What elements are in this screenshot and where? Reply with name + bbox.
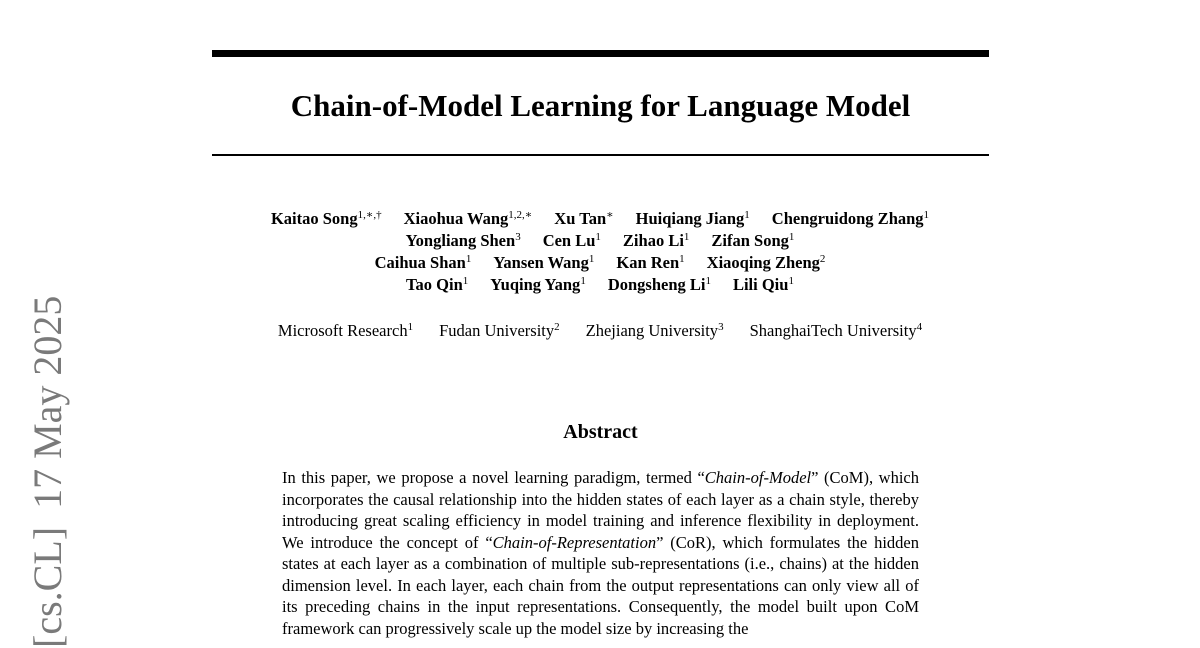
author-affiliation-mark: 1 <box>744 209 750 221</box>
author <box>490 274 586 296</box>
affiliation <box>439 320 560 342</box>
affiliation <box>278 320 413 342</box>
affiliation-mark: 2 <box>554 321 560 333</box>
author-name: Xiaoqing Zheng <box>706 253 820 272</box>
author-name: Xu Tan <box>554 209 607 228</box>
author-name: Zifan Song <box>711 231 789 250</box>
author-name: Kaitao Song <box>270 209 358 228</box>
author <box>608 274 711 296</box>
author-affiliation-mark: ∗ <box>606 209 614 221</box>
affiliation-name: Fudan University <box>439 321 555 340</box>
author-block <box>200 208 1000 296</box>
author <box>375 252 472 274</box>
author <box>493 252 594 274</box>
arxiv-date: 17 May 2025 <box>25 295 70 509</box>
author-name: Yuqing Yang <box>490 275 581 294</box>
author-name: Cen Lu <box>542 231 596 250</box>
author <box>623 230 689 252</box>
author-name: Huiqiang Jiang <box>635 209 745 228</box>
affiliation-name: ShanghaiTech University <box>749 321 917 340</box>
author <box>707 252 826 274</box>
abstract-text: ” (CoR), which formulates the hidden states at each layer as a combination of multiple sub-representations (i.e., chains) at the hidden dimension level. In each layer, each chain from the output representations can only view all of its preceding chains in the input representations. Consequently, the model built upon CoM framework can progressively scale up the model size by increasing the <box>282 532 919 638</box>
author-affiliation-mark: 1 <box>679 253 685 265</box>
author <box>554 208 613 230</box>
author <box>616 252 684 274</box>
author-affiliation-mark: 1 <box>788 275 794 287</box>
author-affiliation-mark: 1 <box>588 253 595 265</box>
affiliation-mark: 3 <box>718 321 724 333</box>
paper-title: Chain-of-Model Learning for Language Model <box>290 88 911 123</box>
author-affiliation-mark: 1 <box>683 231 690 243</box>
author-affiliation-mark: 1 <box>705 275 711 287</box>
author-affiliation-mark: 1 <box>465 253 472 265</box>
affiliation-mark: 4 <box>916 321 923 333</box>
abstract-text: In this paper, we propose a novel learning paradigm, termed “ <box>282 468 705 487</box>
author-affiliation-mark: 1 <box>462 275 469 287</box>
title-bottom-rule <box>212 154 989 156</box>
affiliation <box>586 320 724 342</box>
title-top-rule <box>212 50 989 57</box>
author-name: Caihua Shan <box>374 253 466 272</box>
author <box>271 208 382 230</box>
author <box>636 208 750 230</box>
author-name: Kan Ren <box>616 253 680 272</box>
abstract-heading: Abstract <box>563 421 638 443</box>
abstract-term: Chain-of-Representation <box>492 532 657 552</box>
affiliation-name: Microsoft Research <box>277 321 408 340</box>
author-name: Dongsheng Li <box>607 275 706 294</box>
author-affiliation-mark: 1 <box>580 275 586 287</box>
author-name: Yansen Wang <box>493 253 589 272</box>
author <box>772 208 929 230</box>
author <box>406 230 521 252</box>
author-row <box>200 274 1000 296</box>
author <box>404 208 533 230</box>
arxiv-side-stamp <box>26 296 70 648</box>
author-name: Chengruidong Zhang <box>771 209 924 228</box>
author-name: Zihao Li <box>622 231 684 250</box>
author-row <box>200 252 1000 274</box>
author-name: Lili Qiu <box>732 275 789 294</box>
affiliation-line <box>200 320 1000 342</box>
author-row <box>200 230 1000 252</box>
arxiv-category: [cs.CL] <box>25 526 70 648</box>
author-row <box>200 208 1000 230</box>
author <box>406 274 468 296</box>
abstract-body <box>282 467 919 639</box>
author-name: Yongliang Shen <box>405 231 516 250</box>
author-affiliation-mark: 1,∗,† <box>357 209 382 221</box>
author-affiliation-mark: 2 <box>819 253 826 265</box>
affiliation-name: Zhejiang University <box>585 321 719 340</box>
author-affiliation-mark: 1 <box>595 231 601 243</box>
abstract-term: Chain-of-Model <box>704 468 812 487</box>
author <box>543 230 601 252</box>
author-affiliation-mark: 1 <box>923 209 930 221</box>
abstract-text: ” (CoM), which incorporates the causal relationship into the hidden states of each layer as a chain style, thereby introducing great scaling efficiency in model training and inference flexibility in deployment. We introduce the concept of “ <box>282 468 919 552</box>
author <box>733 274 794 296</box>
author-name: Xiaohua Wang <box>403 209 509 228</box>
affiliation <box>750 320 923 342</box>
author-affiliation-mark: 3 <box>515 231 521 243</box>
author-affiliation-mark: 1,2,∗ <box>508 209 533 221</box>
affiliation-mark: 1 <box>407 321 414 333</box>
author-affiliation-mark: 1 <box>788 231 795 243</box>
author <box>711 230 794 252</box>
author-name: Tao Qin <box>406 275 463 294</box>
